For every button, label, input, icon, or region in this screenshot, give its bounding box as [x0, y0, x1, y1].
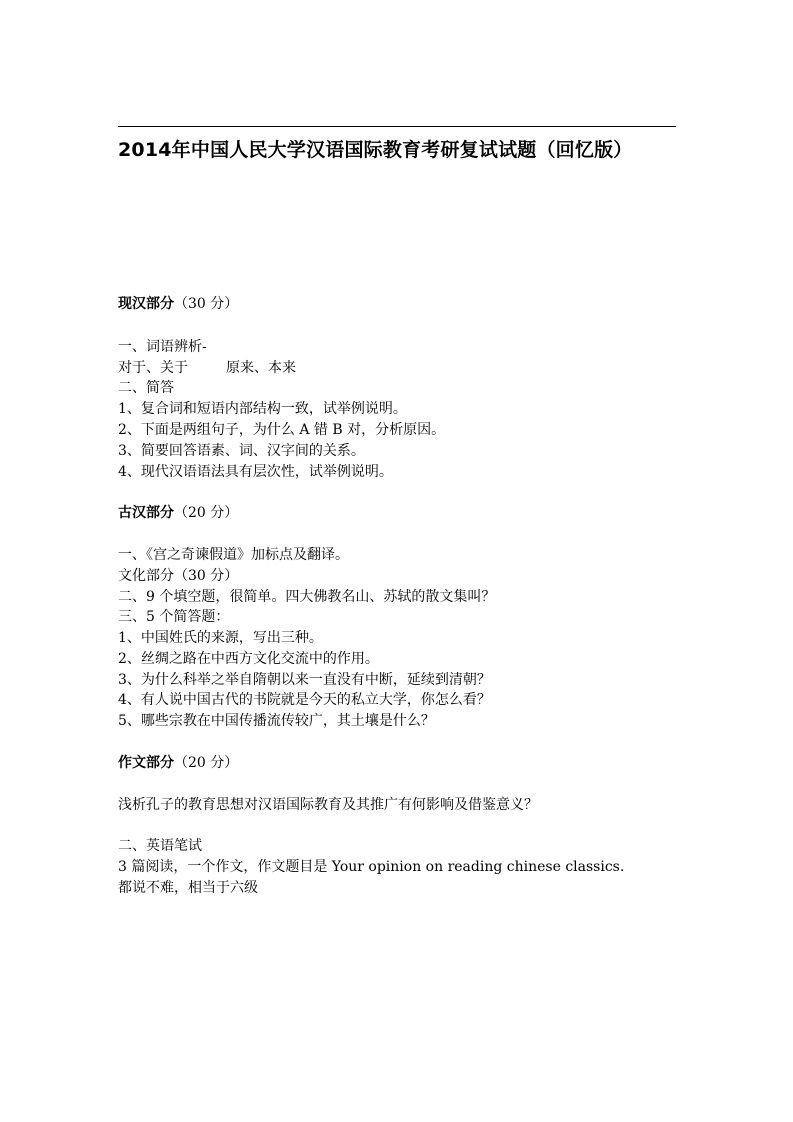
question-title: 一、《宫之奇谏假道》加标点及翻译。: [118, 547, 349, 563]
section-score: （30 分）: [174, 296, 239, 312]
word-pairs: [118, 358, 296, 378]
subsection-title: 文化部分（30 分）: [118, 568, 239, 584]
list-item: 3、简要回答语素、词、汉字间的关系。: [118, 443, 365, 459]
question-title: 二、简答: [118, 380, 174, 396]
list-item: 1、中国姓氏的来源，写出三种。: [118, 630, 323, 646]
section-heading-modern: [118, 294, 238, 314]
english-note: 都说不难，相当于六级: [118, 880, 258, 896]
question-title: 一、词语辨析-: [118, 339, 207, 355]
list-item: 2、丝绸之路在中西方文化交流中的作用。: [118, 651, 379, 667]
english-description: 3 篇阅读，一个作文，作文题目是 Your opinion on reading chinese classics.: [118, 859, 625, 875]
page-title: 2014年中国人民大学汉语国际教育考研复试试题（回忆版）: [118, 139, 633, 161]
word-pair-b: 原来、本来: [226, 360, 296, 376]
section-score: （20 分）: [174, 505, 239, 521]
list-item: 1、复合词和短语内部结构一致，试举例说明。: [118, 401, 407, 417]
question-title: 二、9 个填空题，很简单。四大佛教名山、苏轼的散文集叫？: [118, 589, 496, 605]
section-heading-ancient: [118, 503, 238, 523]
list-item: 3、为什么科举之举自隋朝以来一直没有中断，延续到清朝？: [118, 672, 491, 688]
list-item: 4、现代汉语语法具有层次性，试举例说明。: [118, 464, 393, 480]
list-item: 4、有人说中国古代的书院就是今天的私立大学，你怎么看？: [118, 692, 491, 708]
question-title: 三、5 个简答题：: [118, 609, 230, 625]
word-pair-a: 对于、关于: [118, 360, 188, 376]
list-item: 5、哪些宗教在中国传播流传较广，其土壤是什么？: [118, 713, 435, 729]
section-heading-essay: [118, 753, 238, 773]
section-heading-text: 作文部分: [118, 755, 174, 771]
section-heading-text: 古汉部分: [118, 505, 174, 521]
section-heading-text: 现汉部分: [118, 296, 174, 312]
section-score: （20 分）: [174, 755, 239, 771]
list-item: 2、下面是两组句子，为什么 A 错 B 对，分析原因。: [118, 422, 446, 438]
title-rule: [118, 126, 676, 127]
essay-prompt: 浅析孔子的教育思想对汉语国际教育及其推广有何影响及借鉴意义？: [118, 797, 538, 813]
question-title: 二、英语笔试: [118, 838, 202, 854]
